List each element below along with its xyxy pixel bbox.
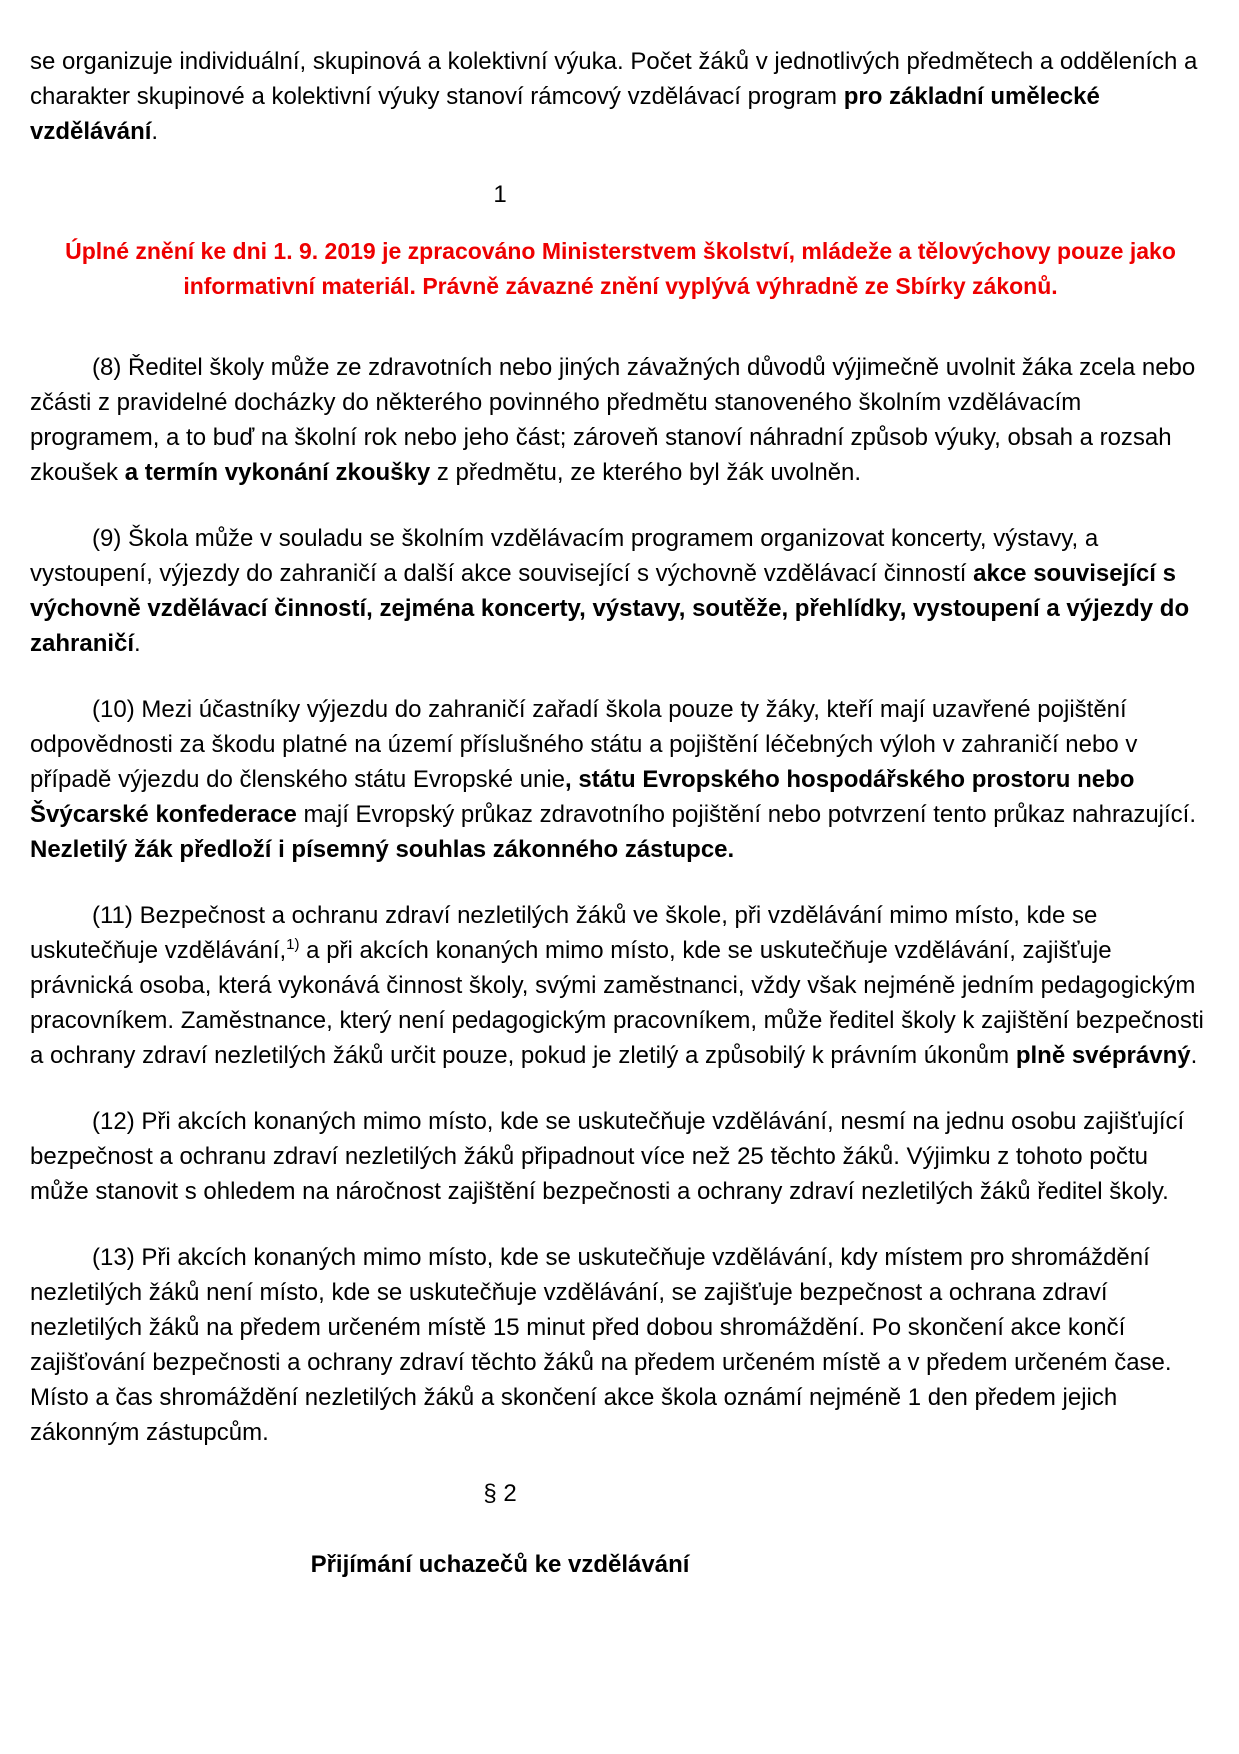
paragraph-8-tail: z předmětu, ze kterého byl žák uvolněn.: [430, 459, 862, 486]
section-title: Přijímání uchazečů ke vzdělávání: [310, 1551, 690, 1578]
footnote-reference: 1): [286, 936, 300, 953]
intro-period: .: [151, 118, 159, 145]
paragraph-9-text: (9) Škola může v souladu se školním vzdělávacím programem organizovat koncerty, výstavy, a vystoupení, výjezdy do zahraničí a další akce související s výchovně vzdělávací činností: [30, 525, 1099, 587]
page-number: 1: [493, 181, 507, 208]
disclaimer: Úplné znění ke dni 1. 9. 2019 je zpracováno Ministerstvem školství, mládeže a tělovýchovy pouze jako informativní materiál. Právně závazné znění vyplývá výhradně ze Sbírky zákonů.: [65, 238, 1176, 299]
paragraph-10-text: (10) Mezi účastníky výjezdu do zahraničí zařadí škola pouze ty žáky, kteří mají uzavřené pojištění odpovědnosti za škodu platné na území příslušného státu a pojištění léčebných výloh v zahraničí nebo v případě výjezdu do členského státu Evropské unie: [30, 696, 1138, 793]
paragraph-10: [30, 692, 1211, 867]
paragraph-9: [30, 521, 1211, 661]
paragraph-8: [30, 350, 1211, 490]
intro-paragraph: [30, 44, 1211, 149]
paragraph-9-tail: .: [134, 630, 141, 657]
section-symbol: § 2: [483, 1480, 517, 1507]
paragraph-8-bold: a termín vykonání zkoušky: [124, 459, 431, 486]
intro-bold-text: pro základní umělecké vzdělávání: [30, 83, 1100, 145]
paragraph-11: [30, 898, 1211, 1073]
intro-text: se organizuje individuální, skupinová a kolektivní výuka. Počet žáků v jednotlivých předmětech a odděleních a charakter skupinové a kolektivní výuky stanoví rámcový vzdělávací program: [30, 48, 1198, 110]
paragraph-9-bold: akce související s výchovně vzdělávací činností, zejména koncerty, výstavy, soutěže, přehlídky, vystoupení a výjezdy do zahraničí: [30, 560, 1190, 657]
paragraph-13: (13) Při akcích konaných mimo místo, kde se uskutečňuje vzdělávání, kdy místem pro shromáždění nezletilých žáků není místo, kde se uskutečňuje vzdělávání, se zajišťuje bezpečnost a ochrana zdraví nezletilých žáků na předem určeném místě 15 minut před dobou shromáždění. Po skončení akce končí zajišťování bezpečnosti a ochrany zdraví těchto žáků na předem určeném místě a v předem určeném čase. Místo a čas shromáždění nezletilých žáků a skončení akce škola oznámí nejméně 1 den předem jejich zákonným zástupcům.: [30, 1244, 1172, 1446]
paragraph-10-bold-1: , státu Evropského hospodářského prostoru nebo Švýcarské konfederace: [30, 766, 1135, 828]
paragraph-12: (12) Při akcích konaných mimo místo, kde se uskutečňuje vzdělávání, nesmí na jednu osobu zajišťující bezpečnost a ochranu zdraví nezletilých žáků připadnout více než 25 těchto žáků. Výjimku z tohoto počtu může stanovit s ohledem na náročnost zajištění bezpečnosti a ochrany zdraví nezletilých žáků ředitel školy.: [30, 1108, 1185, 1205]
paragraph-11-bold: plně svéprávný: [1015, 1042, 1191, 1069]
paragraph-11-tail: .: [1190, 1042, 1198, 1069]
paragraph-10-text-2: mají Evropský průkaz zdravotního pojištění nebo potvrzení tento průkaz nahrazující.: [296, 801, 1197, 828]
paragraph-8-text: (8) Ředitel školy může ze zdravotních nebo jiných závažných důvodů výjimečně uvolnit žáka zcela nebo zčásti z pravidelné docházky do některého povinného předmětu stanoveného školním vzdělávacím programem, a to buď na školní rok nebo jeho část; zároveň stanoví náhradní způsob výuky, obsah a rozsah zkoušek: [30, 354, 1196, 486]
paragraph-11-text-2: a při akcích konaných mimo místo, kde se uskutečňuje vzdělávání, zajišťuje právnická osoba, která vykonává činnost školy, svými zaměstnanci, vždy však nejméně jedním pedagogickým pracovníkem. Zaměstnance, který není pedagogickým pracovníkem, může ředitel školy k zajištění bezpečnosti a ochrany zdraví nezletilých žáků určit pouze, pokud je zletilý a způsobilý k právním úkonům: [30, 937, 1204, 1069]
paragraph-11-text: (11) Bezpečnost a ochranu zdraví nezletilých žáků ve škole, při vzdělávání mimo místo, kde se uskutečňuje vzdělávání,: [30, 902, 1098, 964]
paragraph-10-bold-2: Nezletilý žák předloží i písemný souhlas zákonného zástupce.: [30, 836, 735, 863]
